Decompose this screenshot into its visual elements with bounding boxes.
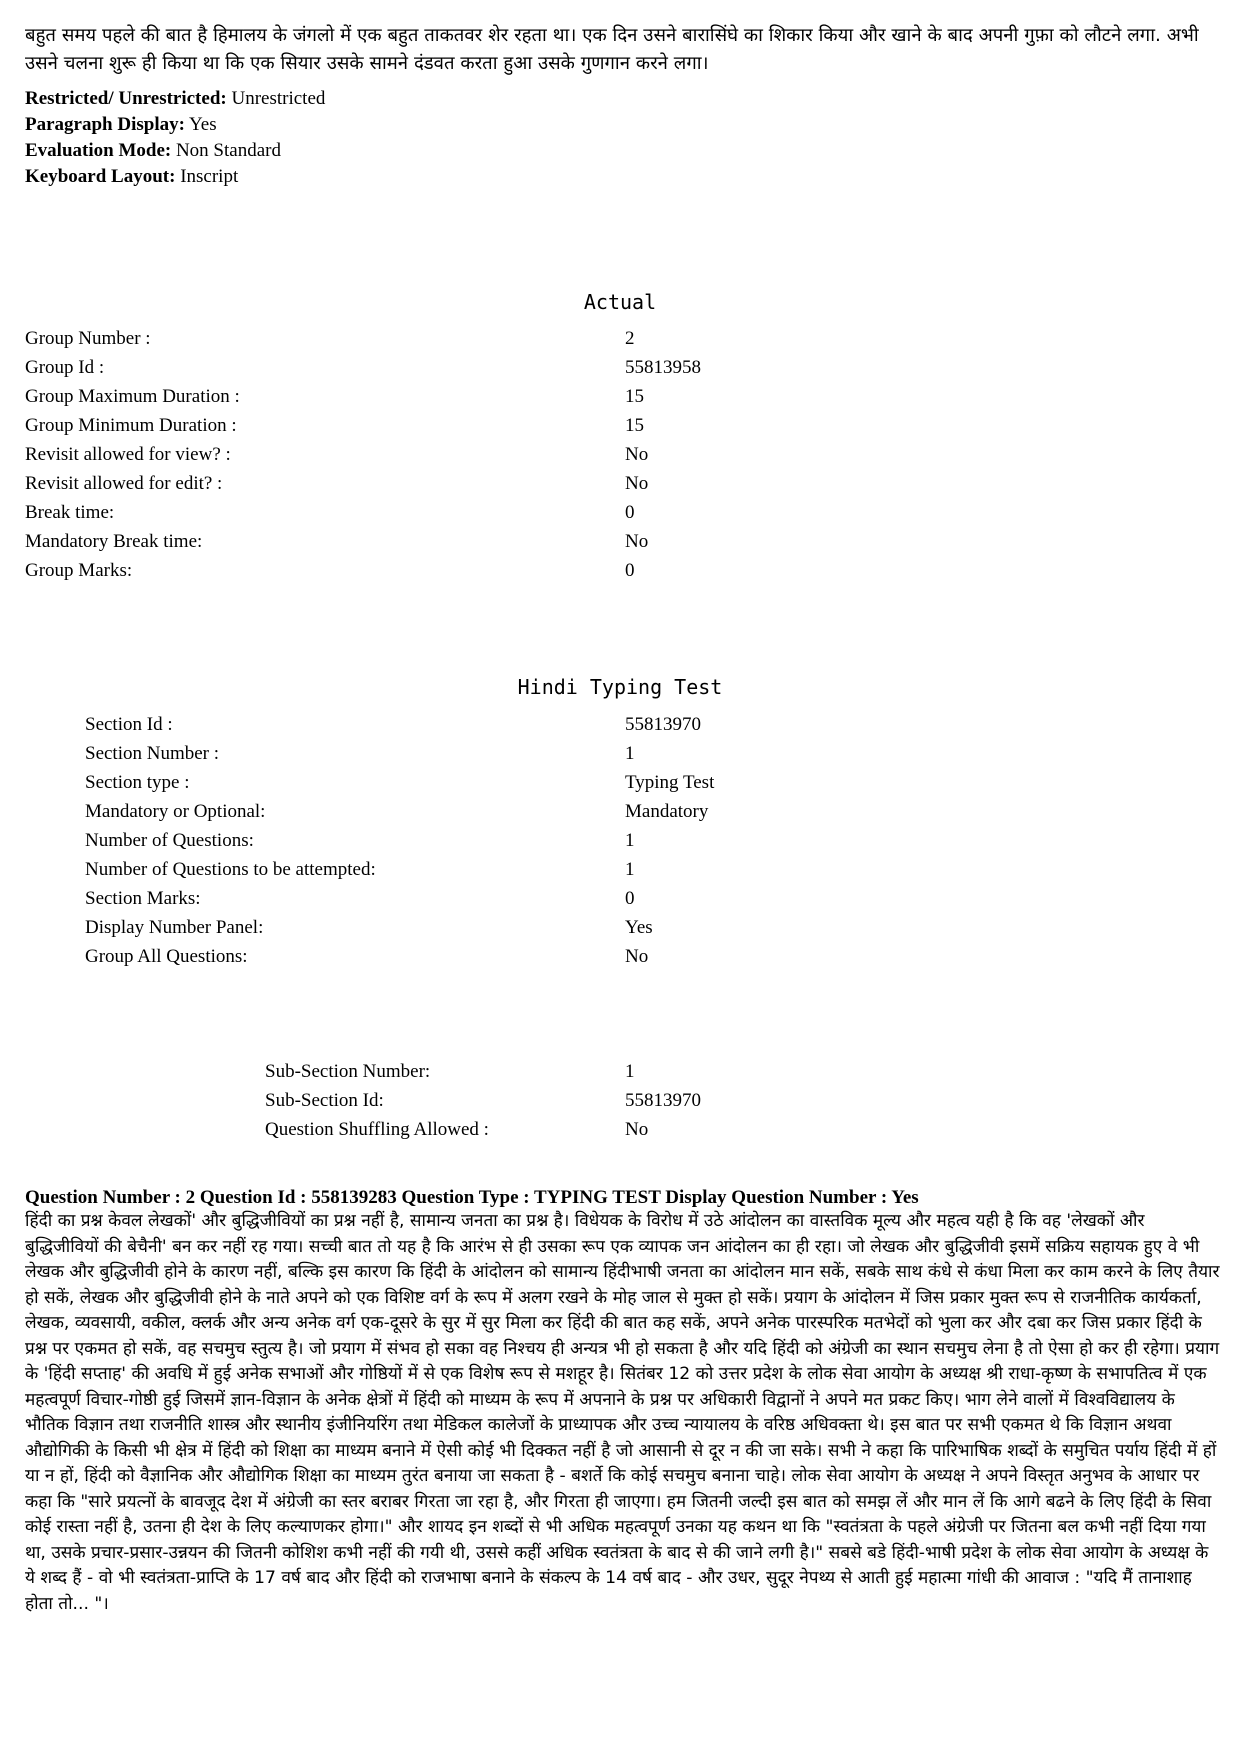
section-label: Section Id : xyxy=(85,714,173,735)
section-label: Group All Questions: xyxy=(85,946,248,967)
group-value: No xyxy=(625,531,649,552)
group-value: 2 xyxy=(625,328,635,349)
group-heading: Actual xyxy=(583,290,657,314)
section-value: Mandatory xyxy=(625,801,709,822)
group-label: Group Maximum Duration : xyxy=(25,386,240,407)
section-value: 1 xyxy=(625,743,635,764)
group-label: Group Id : xyxy=(25,357,105,378)
group-value: No xyxy=(625,444,649,465)
subsection-label: Question Shuffling Allowed : xyxy=(265,1119,489,1140)
section-label: Section Number : xyxy=(85,743,220,764)
subsection-value: 55813970 xyxy=(625,1090,701,1111)
subsection-value: No xyxy=(625,1119,649,1140)
question-text: हिंदी का प्रश्न केवल लेखकों' और बुद्धिजीवियों का प्रश्न नहीं है, सामान्य जनता का प्रश्न है। विधेयक के विरोध में उठे आंदोलन का वास्तविक मूल्य और महत्व यही है कि वह 'लेखकों और बुद्धिजीवियों की बेचैनी' बन कर नहीं रह गया। सच्ची बात तो यह है कि आरंभ से ही उसका रूप एक व्यापक जन आंदोलन का ही रहा। जो लेखक और बुद्धिजीवी इसमें सक्रिय सहायक हुए वे भी लेखक और बुद्धिजीवी होने के कारण नहीं, बल्कि इस कारण कि हिंदी के आंदोलन को सामान्य हिंदीभाषी जनता का आंदोलन मान सकें, सबके साथ कंधे से कंधा मिला कर काम करने के लिए तैयार हो सकें, लेखक और बुद्धिजीवी होने के नाते अपने को एक विशिष्ट वर्ग के रूप में अलग रखने के मोह जाल से मुक्त हो सकें। प्रयाग के आंदोलन में जिस प्रकार मुक्त रूप से राजनीतिक कार्यकर्ता, लेखक, व्यवसायी, वकील, क्लर्क और अन्य अनेक वर्ग एक-दूसरे के सुर में सुर मिला कर हिंदी की बात कह सकें, अपने अनेक पारस्परिक मतभेदों को भुला कर और दबा कर जिस प्रकार हिंदी के प्रश्न पर एकमत हो सकें, वह सचमुच स्तुत्य है। जो प्रयाग में संभव हो सका वह निश्चय ही अन्यत्र भी हो सकता है और यदि हिंदी को अंग्रेजी का स्थान सचमुच लेना है तो ऐसा हो कर ही रहेगा। प्रयाग के 'हिंदी सप्ताह' की अवधि में हुई अनेक सभाओं और गोष्ठियों में से एक विशेष रूप से मशहूर है। सितंबर 12 को उत्तर प्रदेश के लोक सेवा आयोग के अध्यक्ष श्री राधा-कृष्ण के सभापतित्व में एक महत्वपूर्ण विचार-गोष्ठी हुई जिसमें ज्ञान-विज्ञान के अनेक क्षेत्रों में हिंदी को माध्यम के रूप में अपनाने के प्रश्न पर अधिकारी विद्वानों ने अपने मत प्रकट किए। भाग लेने वालों में विश्वविद्यालय के भौतिक विज्ञान तथा राजनीति शास्त्र और स्थानीय इंजीनियरिंग तथा मेडिकल कालेजों के प्राध्यापक और उच्च न्यायालय के वरिष्ठ अधिवक्ता थे। इस बात पर सभी एकमत थे कि विज्ञान अथवा औद्योगिकी के किसी भी क्षेत्र में हिंदी को शिक्षा का माध्यम बनाने में ऐसी कोई भी दिक्कत नहीं है जो आसानी से दूर न की जा सके। सभी ने कहा कि पारिभाषिक शब्दों के समुचित पर्याय हिंदी में हों या न हों, हिंदी को वैज्ञानिक और औद्योगिक शिक्षा का माध्यम तुरंत बनाया जा सकता है - बशर्ते कि कोई सचमुच बनाना चाहे। लोक सेवा आयोग के अध्यक्ष ने अपने विस्तृत अनुभव के आधार पर कहा कि "सारे प्रयत्नों के बावजूद देश में अंग्रेजी का स्तर बराबर गिरता जा रहा है, और गिरता ही जाएगा। हम जितनी जल्दी इस बात को समझ लें और मान लें कि आगे बढने के लिए हिंदी के सिवा कोई रास्ता नहीं है, उतना ही देश के लिए कल्याणकर होगा।" और शायद इन शब्दों से भी अधिक महत्वपूर्ण उनका यह कथन था कि "स्वतंत्रता के पहले अंग्रेजी पर जितना बल कभी नहीं दिया गया था, उसके प्रचार-प्रसार-उन्नयन की जितनी कोशिश कभी नहीं की गयी थी, उससे कहीं अधिक स्वतंत्रता के बाद से की जाने लगी है।" सबसे बडे हिंदी-भाषी प्रदेश के लोक सेवा आयोग के अध्यक्ष के ये शब्द हैं - वो भी स्वतंत्रता-प्राप्ति के 17 वर्ष बाद और हिंदी को राजभाषा बनाने के संकल्प के 14 वर्ष बाद - और उधर, सुदूर नेपथ्य से आती हुई महात्मा गांधी की आवाज : "यदि मैं तानाशाह होता तो... "। xyxy=(25,1211,1220,1614)
section-label: Display Number Panel: xyxy=(85,917,264,938)
section-heading: Hindi Typing Test xyxy=(517,675,723,699)
section-value: Typing Test xyxy=(625,772,715,793)
group-label: Group Number : xyxy=(25,328,151,349)
section-value: 1 xyxy=(625,859,635,880)
group-value: 0 xyxy=(625,560,635,581)
group-value: 15 xyxy=(625,386,644,407)
meta-keyboard-layout: Keyboard Layout: Inscript xyxy=(25,166,239,187)
group-value: 15 xyxy=(625,415,644,436)
section-label: Number of Questions: xyxy=(85,830,254,851)
section-value: 0 xyxy=(625,888,635,909)
section-label: Section Marks: xyxy=(85,888,201,909)
group-label: Revisit allowed for edit? : xyxy=(25,473,223,494)
group-label: Mandatory Break time: xyxy=(25,531,203,552)
section-label: Mandatory or Optional: xyxy=(85,801,266,822)
group-label: Group Minimum Duration : xyxy=(25,415,237,436)
meta-restricted: Restricted/ Unrestricted: Unrestricted xyxy=(25,88,326,109)
section-value: Yes xyxy=(625,917,653,938)
section-label: Section type : xyxy=(85,772,190,793)
question-header: Question Number : 2 Question Id : 558139283 Question Type : TYPING TEST Display Question Number : Yes xyxy=(25,1187,919,1208)
section-value: No xyxy=(625,946,649,967)
group-label: Revisit allowed for view? : xyxy=(25,444,231,465)
section-value: 55813970 xyxy=(625,714,701,735)
group-value: 0 xyxy=(625,502,635,523)
meta-evaluation-mode: Evaluation Mode: Non Standard xyxy=(25,140,281,161)
group-value: No xyxy=(625,473,649,494)
subsection-value: 1 xyxy=(625,1061,635,1082)
group-label: Break time: xyxy=(25,502,115,523)
subsection-label: Sub-Section Number: xyxy=(265,1061,431,1082)
section-value: 1 xyxy=(625,830,635,851)
group-value: 55813958 xyxy=(625,357,701,378)
subsection-label: Sub-Section Id: xyxy=(265,1090,384,1111)
meta-paragraph-display: Paragraph Display: Yes xyxy=(25,114,217,135)
section-label: Number of Questions to be attempted: xyxy=(85,859,376,880)
intro-paragraph: बहुत समय पहले की बात है हिमालय के जंगलो में एक बहुत ताकतवर शेर रहता था। एक दिन उसने बारासिंघे का शिकार किया और खाने के बाद अपनी गुफ़ा को लौटने लगा. अभी उसने चलना शुरू ही किया था कि एक सियार उसके सामने दंडवत करता हुआ उसके गुणगान करने लगा। xyxy=(25,25,1199,74)
group-label: Group Marks: xyxy=(25,560,133,581)
